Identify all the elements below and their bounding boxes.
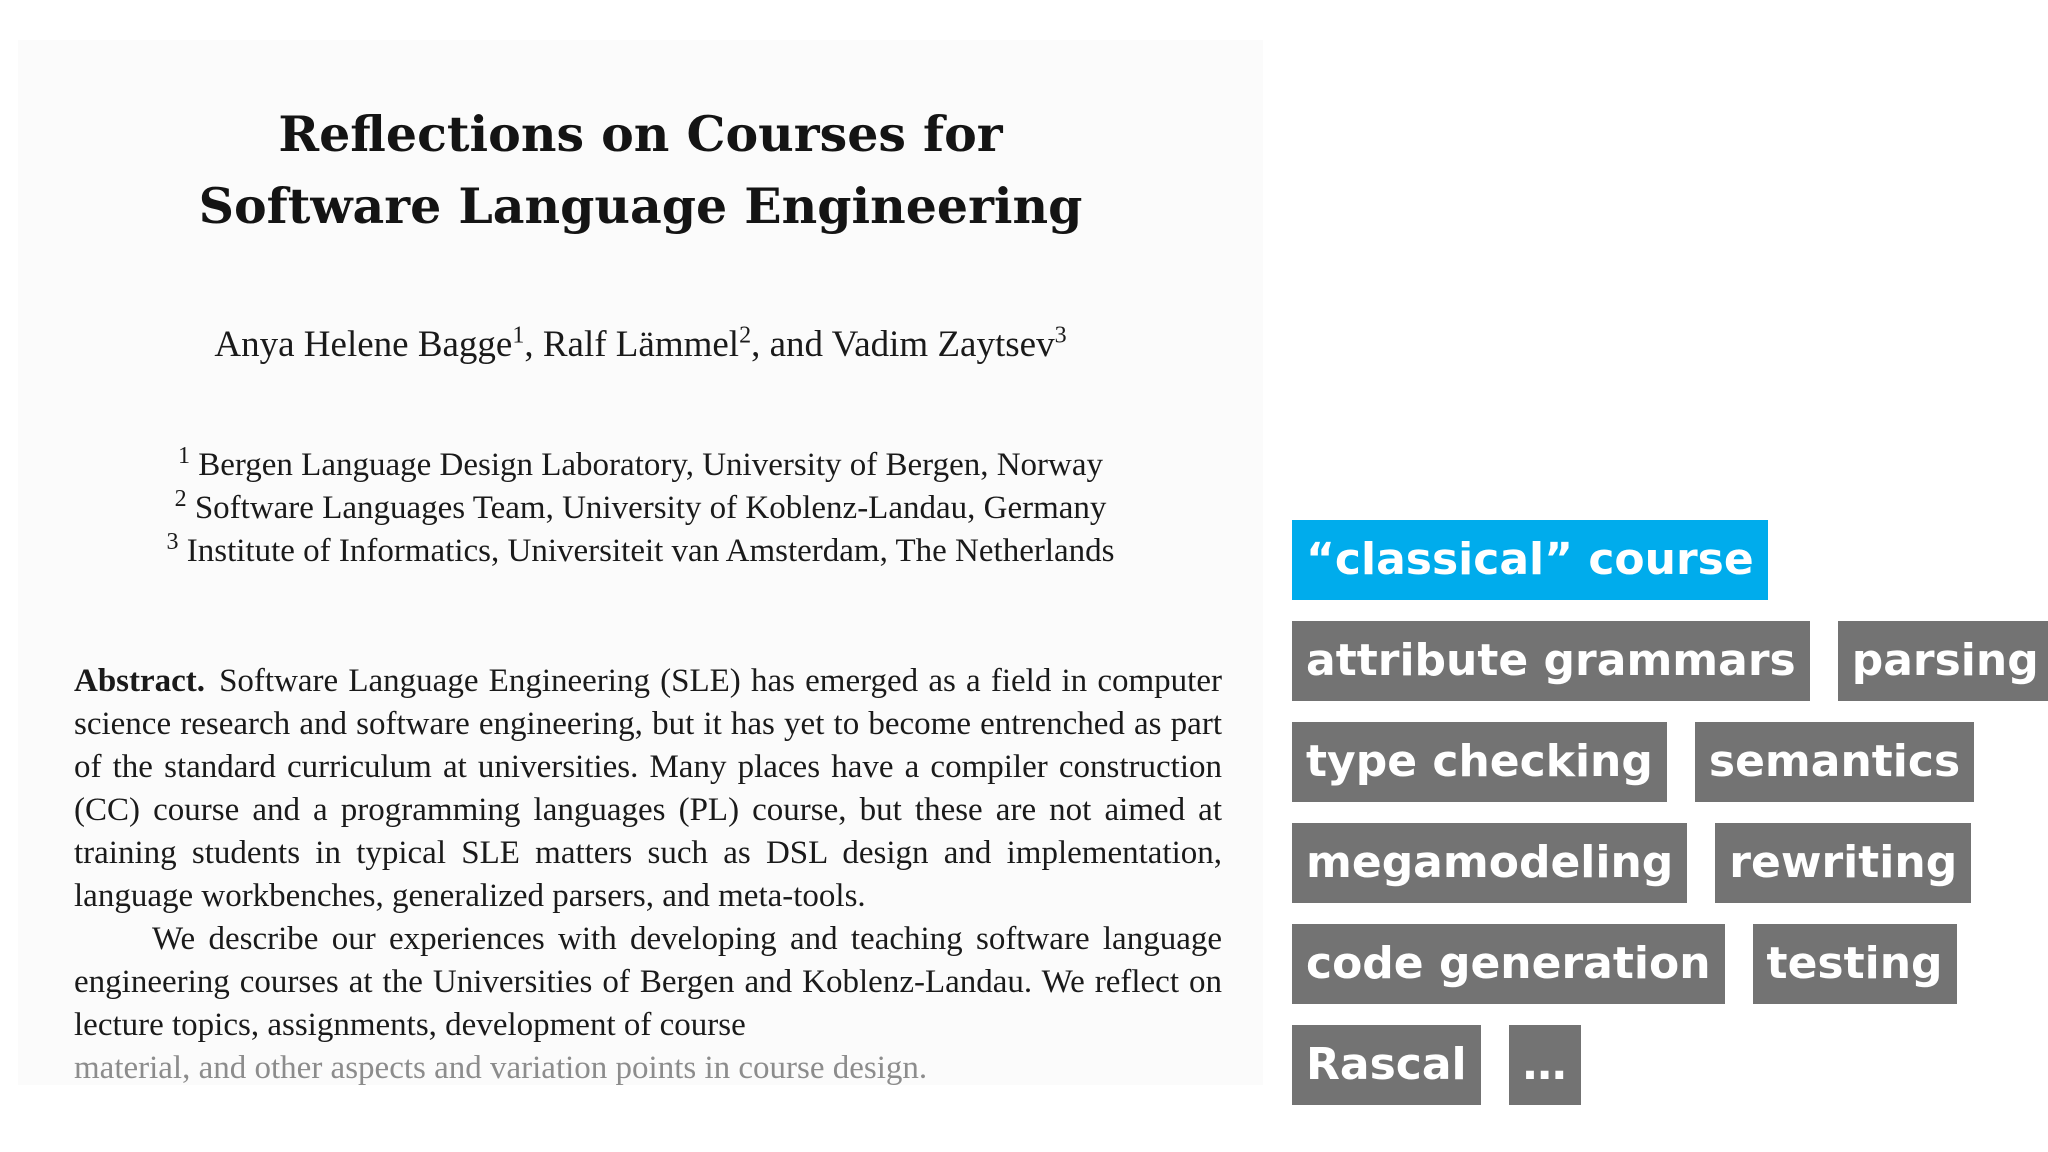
tag-testing: testing — [1753, 924, 1957, 1004]
author-separator: , — [524, 324, 543, 365]
tag-megamodeling: megamodeling — [1292, 823, 1687, 903]
author-name: Anya Helene Bagge — [214, 324, 513, 365]
affiliation-text: Institute of Informatics, Universiteit van Amsterdam, The Netherlands — [186, 533, 1115, 569]
tag-rewriting: rewriting — [1715, 823, 1971, 903]
affiliation — [18, 487, 1263, 530]
tag-attribute-grammars: attribute grammars — [1292, 621, 1810, 701]
tag-classical-course: “classical” course — [1292, 520, 1768, 600]
abstract-paragraph-1 — [74, 660, 1222, 918]
paper-affiliations — [18, 444, 1263, 573]
affiliation-text: Software Languages Team, University of Koblenz-Landau, Germany — [194, 490, 1107, 526]
author-name: Vadim Zaytsev — [831, 324, 1055, 365]
paper-title-line-1: Reflections on Courses for — [278, 105, 1003, 163]
paper-authors — [18, 322, 1263, 368]
affiliation-text: Bergen Language Design Laboratory, University of Bergen, Norway — [198, 447, 1104, 483]
author-name: Ralf Lämmel — [542, 324, 740, 365]
tag-row — [1292, 520, 2012, 600]
paper-title-line-2: Software Language Engineering — [198, 177, 1083, 235]
abstract-label: Abstract. — [74, 663, 206, 699]
tag-semantics: semantics — [1695, 722, 1974, 802]
paper-abstract — [74, 660, 1222, 1085]
tag-code-generation: code generation — [1292, 924, 1725, 1004]
abstract-text-2: We describe our experiences with developing and teaching software language engineering courses at the Universities of Bergen and Koblenz-Landau. We reflect on lecture topics, assignments, development of course — [74, 921, 1222, 1043]
affiliation-mark: 3 — [166, 529, 179, 555]
abstract-text-1: Software Language Engineering (SLE) has emerged as a field in computer science research and software engineering, but it has yet to become entrenched as part of the standard curriculum at universities. Many places have a compiler construction (CC) course and a programming languages (PL) course, but these are not aimed at training students in typical SLE matters such as DSL design and implementation, language workbenches, generalized parsers, and meta-tools. — [74, 663, 1222, 914]
author-mark: 1 — [512, 322, 525, 349]
author-separator: , and — [751, 324, 832, 365]
tag-row — [1292, 1025, 2012, 1105]
tag-rascal: Rascal — [1292, 1025, 1481, 1105]
affiliation-mark: 2 — [174, 486, 187, 512]
author-mark: 2 — [739, 322, 752, 349]
tag-parsing: parsing — [1838, 621, 2048, 701]
topic-tags — [1292, 520, 2039, 1126]
tag-row — [1292, 722, 2012, 802]
tag-row — [1292, 823, 2012, 903]
tag-row — [1292, 924, 2012, 1004]
tag-type-checking: type checking — [1292, 722, 1667, 802]
abstract-cut-line: material, and other aspects and variation points in course design. — [74, 1050, 928, 1085]
tag-row — [1292, 621, 2039, 701]
affiliation — [18, 530, 1263, 573]
affiliation — [18, 444, 1263, 487]
paper-excerpt — [18, 40, 1263, 1085]
abstract-paragraph-2 — [74, 918, 1222, 1047]
paper-title — [18, 98, 1263, 242]
affiliation-mark: 1 — [177, 443, 190, 469]
tag-ellipsis: … — [1509, 1025, 1581, 1105]
author-mark: 3 — [1054, 322, 1067, 349]
